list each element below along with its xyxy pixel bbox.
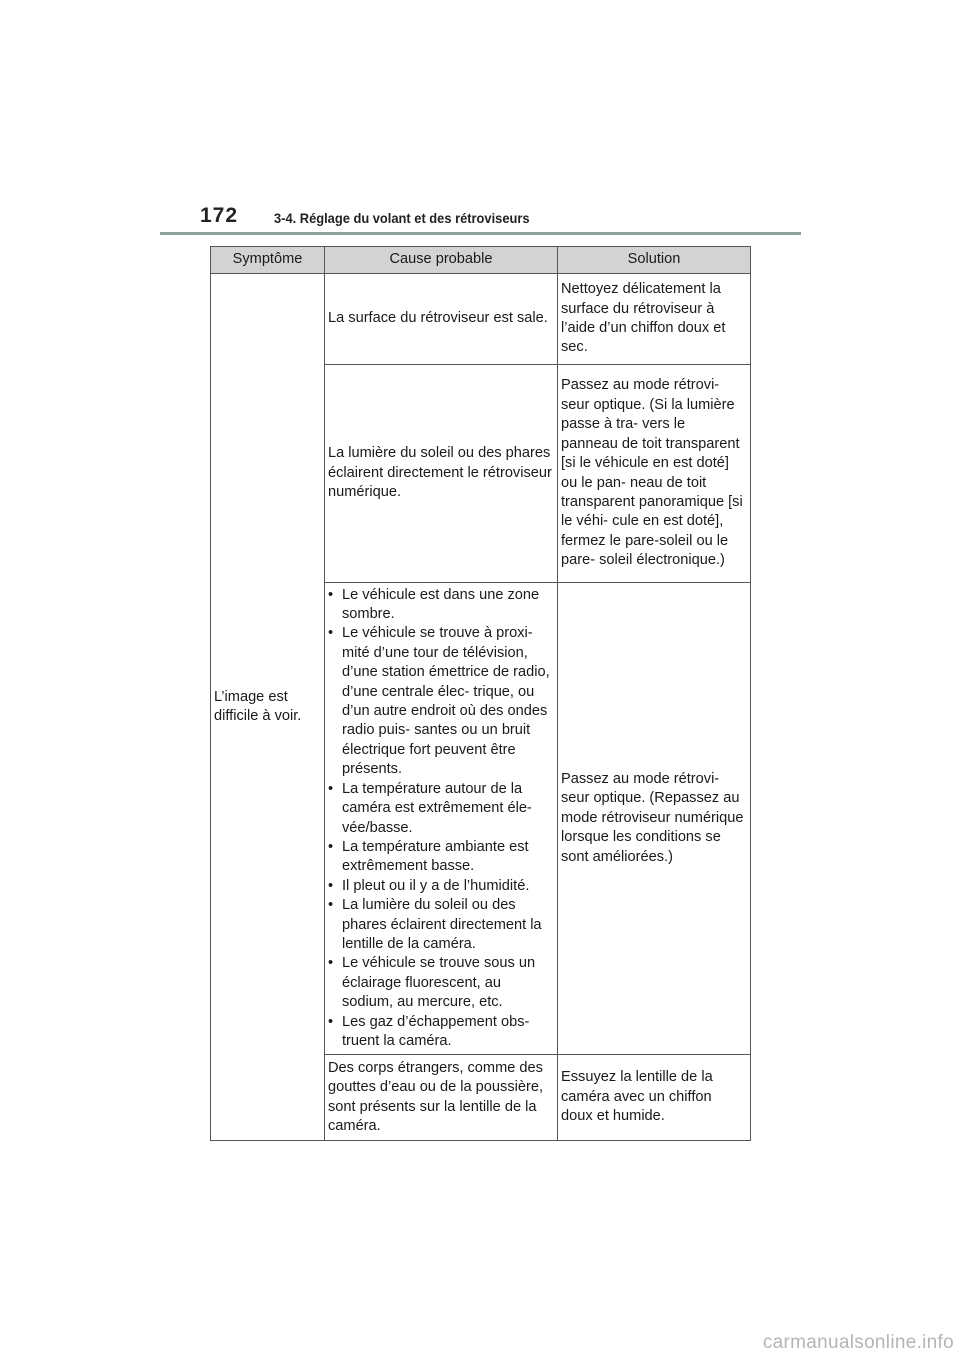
list-item: • La température ambiante est extrêmement basse. (328, 838, 529, 875)
column-header-cause: Cause probable (325, 247, 558, 274)
watermark: carmanualsonline.info (762, 1332, 954, 1353)
bullet-icon: • (328, 1013, 334, 1030)
solution-cell: Passez au mode rétrovi- seur optique. (Si la lumière passe à tra- vers le panneau de toit transparent [si le véhicule en est doté] ou le pan- neau de toit transparent panoramique [si le véhi- cule en est doté], fermez le pare-soleil ou le pare- soleil électronique.) (558, 365, 751, 583)
list-item: • La température autour de la caméra est extrêmement éle- vée/basse. (328, 780, 532, 836)
bullet-icon: • (328, 586, 334, 603)
list-item: • Le véhicule est dans une zone sombre. (328, 586, 540, 623)
bullet-icon: • (328, 780, 334, 797)
cause-cell (325, 583, 558, 1055)
cause-cell: La surface du rétroviseur est sale. (325, 274, 558, 365)
column-header-symptom: Symptôme (211, 247, 325, 274)
bullet-icon: • (328, 625, 334, 642)
list-item: • Les gaz d’échappement obs- truent la caméra. (328, 1013, 530, 1049)
list-item: • Le véhicule se trouve sous un éclairage fluorescent, au sodium, au mercure, etc. (328, 955, 536, 1011)
page-header (200, 204, 800, 232)
bullet-icon: • (328, 897, 334, 914)
list-item: • Le véhicule se trouve à proxi- mité d’une tour de télévision, d’une station émettrice de radio, d’une centrale élec- trique, ou d’un autre endroit où des ondes radio puis- santes ou un bruit électrique fort peuvent être présents. (328, 625, 550, 778)
solution-cell: Passez au mode rétrovi- seur optique. (Repassez au mode rétroviseur numérique lorsque les conditions se sont améliorées.) (558, 583, 751, 1055)
bullet-icon: • (328, 877, 334, 894)
bullet-icon: • (328, 838, 334, 855)
table-header-row (211, 247, 751, 274)
table-row (211, 274, 751, 365)
column-header-solution: Solution (558, 247, 751, 274)
solution-cell: Nettoyez délicatement la surface du rétroviseur à l’aide d’un chiffon doux et sec. (558, 274, 751, 365)
list-item: • Il pleut ou il y a de l’humidité. (328, 877, 552, 896)
cause-list (328, 586, 552, 1052)
cause-cell: Des corps étrangers, comme des gouttes d’eau ou de la poussière, sont présents sur la lentille de la caméra. (325, 1055, 558, 1141)
cause-cell: La lumière du soleil ou des phares éclairent directement le rétroviseur numérique. (325, 365, 558, 583)
section-title: 3-4. Réglage du volant et des rétroviseurs (274, 210, 530, 226)
troubleshooting-table (210, 246, 751, 1141)
list-item: • La lumière du soleil ou des phares éclairent directement la lentille de la caméra. (328, 897, 542, 952)
page-number: 172 (200, 204, 239, 227)
symptom-cell: L’image est difficile à voir. (211, 274, 325, 1141)
header-rule (160, 232, 801, 235)
solution-cell: Essuyez la lentille de la caméra avec un chiffon doux et humide. (558, 1055, 751, 1141)
bullet-icon: • (328, 955, 334, 972)
